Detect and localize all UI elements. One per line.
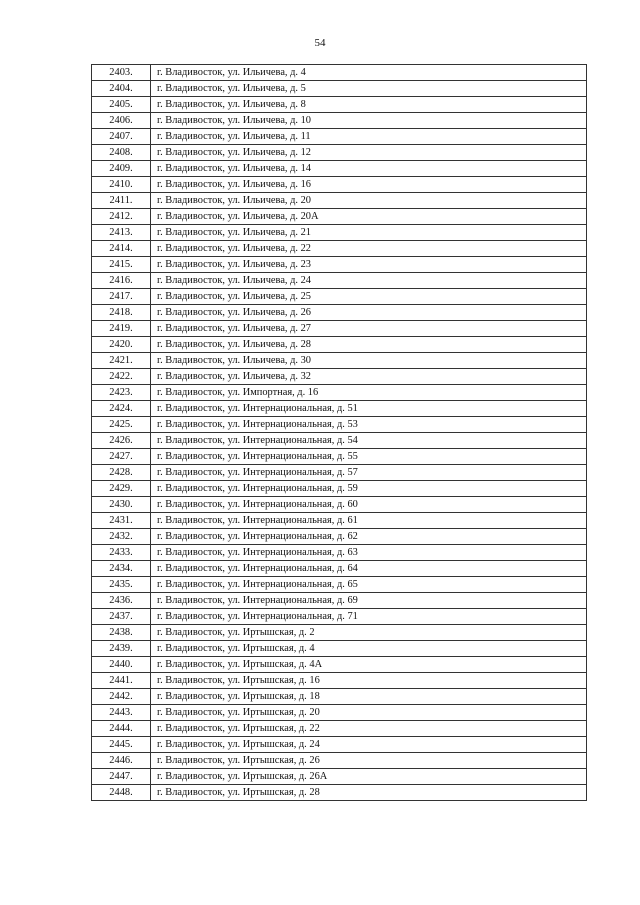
row-number: 2444.: [92, 721, 151, 737]
row-number: 2423.: [92, 385, 151, 401]
row-address: г. Владивосток, ул. Интернациональная, д. 65: [151, 577, 587, 593]
row-address: г. Владивосток, ул. Ильичева, д. 20А: [151, 209, 587, 225]
row-address: г. Владивосток, ул. Интернациональная, д. 54: [151, 433, 587, 449]
row-number: 2406.: [92, 113, 151, 129]
row-number: 2408.: [92, 145, 151, 161]
row-number: 2438.: [92, 625, 151, 641]
row-address: г. Владивосток, ул. Интернациональная, д. 57: [151, 465, 587, 481]
table-row: [92, 513, 587, 529]
row-number: 2409.: [92, 161, 151, 177]
row-number: 2414.: [92, 241, 151, 257]
row-number: 2441.: [92, 673, 151, 689]
table-row: [92, 705, 587, 721]
row-address: г. Владивосток, ул. Иртышская, д. 4А: [151, 657, 587, 673]
row-number: 2437.: [92, 609, 151, 625]
row-address: г. Владивосток, ул. Ильичева, д. 32: [151, 369, 587, 385]
row-address: г. Владивосток, ул. Интернациональная, д. 61: [151, 513, 587, 529]
table-row: [92, 737, 587, 753]
row-number: 2418.: [92, 305, 151, 321]
row-address: г. Владивосток, ул. Интернациональная, д. 53: [151, 417, 587, 433]
table-row: [92, 657, 587, 673]
table-row: [92, 225, 587, 241]
row-address: г. Владивосток, ул. Ильичева, д. 24: [151, 273, 587, 289]
row-number: 2442.: [92, 689, 151, 705]
row-number: 2439.: [92, 641, 151, 657]
table-row: [92, 353, 587, 369]
row-address: г. Владивосток, ул. Интернациональная, д. 51: [151, 401, 587, 417]
table-row: [92, 609, 587, 625]
table-row: [92, 289, 587, 305]
row-number: 2403.: [92, 65, 151, 81]
row-number: 2412.: [92, 209, 151, 225]
row-address: г. Владивосток, ул. Иртышская, д. 26: [151, 753, 587, 769]
row-address: г. Владивосток, ул. Ильичева, д. 26: [151, 305, 587, 321]
row-address: г. Владивосток, ул. Интернациональная, д. 71: [151, 609, 587, 625]
row-number: 2407.: [92, 129, 151, 145]
table-row: [92, 65, 587, 81]
row-number: 2413.: [92, 225, 151, 241]
table-row: [92, 465, 587, 481]
table-row: [92, 673, 587, 689]
row-address: г. Владивосток, ул. Иртышская, д. 2: [151, 625, 587, 641]
row-address: г. Владивосток, ул. Ильичева, д. 23: [151, 257, 587, 273]
table-row: [92, 545, 587, 561]
row-number: 2447.: [92, 769, 151, 785]
row-number: 2443.: [92, 705, 151, 721]
row-address: г. Владивосток, ул. Ильичева, д. 22: [151, 241, 587, 257]
row-number: 2427.: [92, 449, 151, 465]
row-address: г. Владивосток, ул. Интернациональная, д. 63: [151, 545, 587, 561]
row-number: 2431.: [92, 513, 151, 529]
address-table: [91, 64, 587, 801]
row-number: 2429.: [92, 481, 151, 497]
table-row: [92, 145, 587, 161]
row-address: г. Владивосток, ул. Ильичева, д. 5: [151, 81, 587, 97]
row-number: 2417.: [92, 289, 151, 305]
row-address: г. Владивосток, ул. Ильичева, д. 16: [151, 177, 587, 193]
row-number: 2405.: [92, 97, 151, 113]
page-number: 54: [314, 37, 326, 49]
table-row: [92, 417, 587, 433]
row-address: г. Владивосток, ул. Иртышская, д. 20: [151, 705, 587, 721]
row-number: 2410.: [92, 177, 151, 193]
row-number: 2404.: [92, 81, 151, 97]
table-row: [92, 689, 587, 705]
row-number: 2436.: [92, 593, 151, 609]
row-address: г. Владивосток, ул. Интернациональная, д. 69: [151, 593, 587, 609]
row-number: 2411.: [92, 193, 151, 209]
row-number: 2415.: [92, 257, 151, 273]
row-address: г. Владивосток, ул. Ильичева, д. 25: [151, 289, 587, 305]
row-address: г. Владивосток, ул. Ильичева, д. 30: [151, 353, 587, 369]
row-address: г. Владивосток, ул. Интернациональная, д. 62: [151, 529, 587, 545]
table-row: [92, 257, 587, 273]
table-row: [92, 177, 587, 193]
table-row: [92, 641, 587, 657]
table-row: [92, 385, 587, 401]
table-row: [92, 577, 587, 593]
table-row: [92, 369, 587, 385]
table-row: [92, 593, 587, 609]
row-number: 2428.: [92, 465, 151, 481]
table-row: [92, 481, 587, 497]
row-address: г. Владивосток, ул. Иртышская, д. 28: [151, 785, 587, 801]
row-address: г. Владивосток, ул. Интернациональная, д. 55: [151, 449, 587, 465]
table-row: [92, 321, 587, 337]
table-row: [92, 113, 587, 129]
row-number: 2435.: [92, 577, 151, 593]
table-row: [92, 97, 587, 113]
row-address: г. Владивосток, ул. Иртышская, д. 24: [151, 737, 587, 753]
row-number: 2432.: [92, 529, 151, 545]
table-row: [92, 497, 587, 513]
table-row: [92, 529, 587, 545]
row-address: г. Владивосток, ул. Ильичева, д. 28: [151, 337, 587, 353]
row-number: 2440.: [92, 657, 151, 673]
row-number: 2430.: [92, 497, 151, 513]
row-number: 2422.: [92, 369, 151, 385]
table-row: [92, 753, 587, 769]
row-number: 2416.: [92, 273, 151, 289]
row-number: 2446.: [92, 753, 151, 769]
table-row: [92, 721, 587, 737]
row-address: г. Владивосток, ул. Иртышская, д. 18: [151, 689, 587, 705]
row-address: г. Владивосток, ул. Ильичева, д. 12: [151, 145, 587, 161]
row-address: г. Владивосток, ул. Ильичева, д. 11: [151, 129, 587, 145]
table-row: [92, 337, 587, 353]
row-address: г. Владивосток, ул. Ильичева, д. 8: [151, 97, 587, 113]
row-address: г. Владивосток, ул. Ильичева, д. 21: [151, 225, 587, 241]
table-row: [92, 193, 587, 209]
row-number: 2426.: [92, 433, 151, 449]
table-row: [92, 625, 587, 641]
table-row: [92, 129, 587, 145]
table-row: [92, 449, 587, 465]
row-address: г. Владивосток, ул. Импортная, д. 16: [151, 385, 587, 401]
row-address: г. Владивосток, ул. Иртышская, д. 4: [151, 641, 587, 657]
table-row: [92, 785, 587, 801]
table-row: [92, 305, 587, 321]
table-row: [92, 161, 587, 177]
row-number: 2448.: [92, 785, 151, 801]
address-table-body: [92, 65, 587, 801]
row-address: г. Владивосток, ул. Ильичева, д. 27: [151, 321, 587, 337]
row-address: г. Владивосток, ул. Ильичева, д. 4: [151, 65, 587, 81]
table-row: [92, 561, 587, 577]
row-address: г. Владивосток, ул. Интернациональная, д. 64: [151, 561, 587, 577]
row-address: г. Владивосток, ул. Ильичева, д. 20: [151, 193, 587, 209]
row-number: 2424.: [92, 401, 151, 417]
row-number: 2421.: [92, 353, 151, 369]
table-row: [92, 241, 587, 257]
row-address: г. Владивосток, ул. Интернациональная, д. 59: [151, 481, 587, 497]
row-address: г. Владивосток, ул. Иртышская, д. 26А: [151, 769, 587, 785]
table-row: [92, 81, 587, 97]
row-number: 2419.: [92, 321, 151, 337]
row-number: 2420.: [92, 337, 151, 353]
table-row: [92, 433, 587, 449]
row-number: 2433.: [92, 545, 151, 561]
row-address: г. Владивосток, ул. Интернациональная, д. 60: [151, 497, 587, 513]
table-row: [92, 273, 587, 289]
row-address: г. Владивосток, ул. Иртышская, д. 22: [151, 721, 587, 737]
row-number: 2434.: [92, 561, 151, 577]
row-number: 2445.: [92, 737, 151, 753]
row-address: г. Владивосток, ул. Иртышская, д. 16: [151, 673, 587, 689]
table-row: [92, 209, 587, 225]
table-row: [92, 769, 587, 785]
row-address: г. Владивосток, ул. Ильичева, д. 10: [151, 113, 587, 129]
row-number: 2425.: [92, 417, 151, 433]
row-address: г. Владивосток, ул. Ильичева, д. 14: [151, 161, 587, 177]
table-row: [92, 401, 587, 417]
